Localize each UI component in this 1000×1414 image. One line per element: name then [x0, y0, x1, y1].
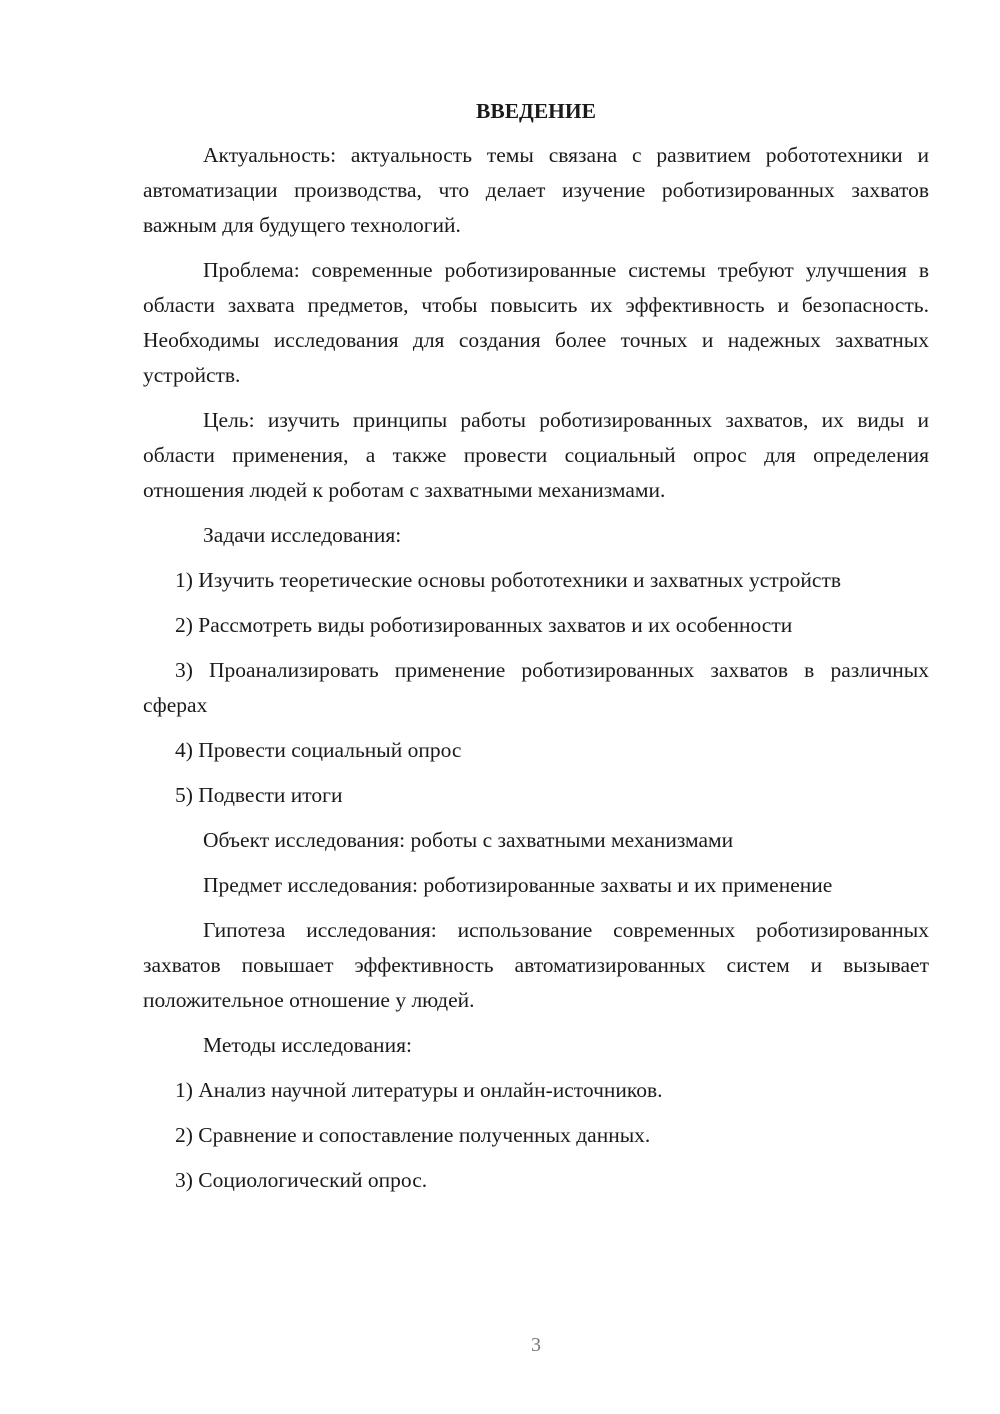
task-item: 1) Изучить теоретические основы робототехники и захватных устройств [175, 568, 842, 592]
method-item: 2) Сравнение и сопоставление полученных данных. [175, 1123, 651, 1147]
task-item: 3) Проанализировать применение роботизированных захватов в различных сферах [143, 658, 929, 717]
page-number: 3 [531, 1334, 541, 1356]
page-title: ВВЕДЕНИЕ [476, 99, 596, 123]
problem-paragraph: Проблема: современные роботизированные системы требуют улучшения в области захвата предметов, чтобы повысить их эффективность и безопасность. Необходимы исследования для создания более точных и надежных захватных устройств. [143, 258, 929, 387]
tasks-heading: Задачи исследования: [203, 523, 402, 547]
research-hypothesis: Гипотеза исследования: использование современных роботизированных захватов повышает эффективность автоматизированных систем и вызывает положительное отношение у людей. [143, 918, 929, 1012]
method-item: 3) Социологический опрос. [175, 1168, 428, 1192]
task-item: 4) Провести социальный опрос [175, 738, 462, 762]
task-item: 5) Подвести итоги [175, 783, 343, 807]
research-object: Объект исследования: роботы с захватными механизмами [203, 828, 734, 852]
method-item: 1) Анализ научной литературы и онлайн-источников. [175, 1078, 663, 1102]
task-item: 2) Рассмотреть виды роботизированных захватов и их особенности [175, 613, 793, 637]
page-content [143, 96, 929, 1208]
research-subject: Предмет исследования: роботизированные захваты и их применение [203, 873, 833, 897]
relevance-paragraph: Актуальность: актуальность темы связана с развитием робототехники и автоматизации производства, что делает изучение роботизированных захватов важным для будущего технологий. [143, 143, 929, 237]
goal-paragraph: Цель: изучить принципы работы роботизированных захватов, их виды и области применения, а также провести социальный опрос для определения отношения людей к роботам с захватными механизмами. [143, 408, 929, 502]
methods-heading: Методы исследования: [203, 1033, 412, 1057]
